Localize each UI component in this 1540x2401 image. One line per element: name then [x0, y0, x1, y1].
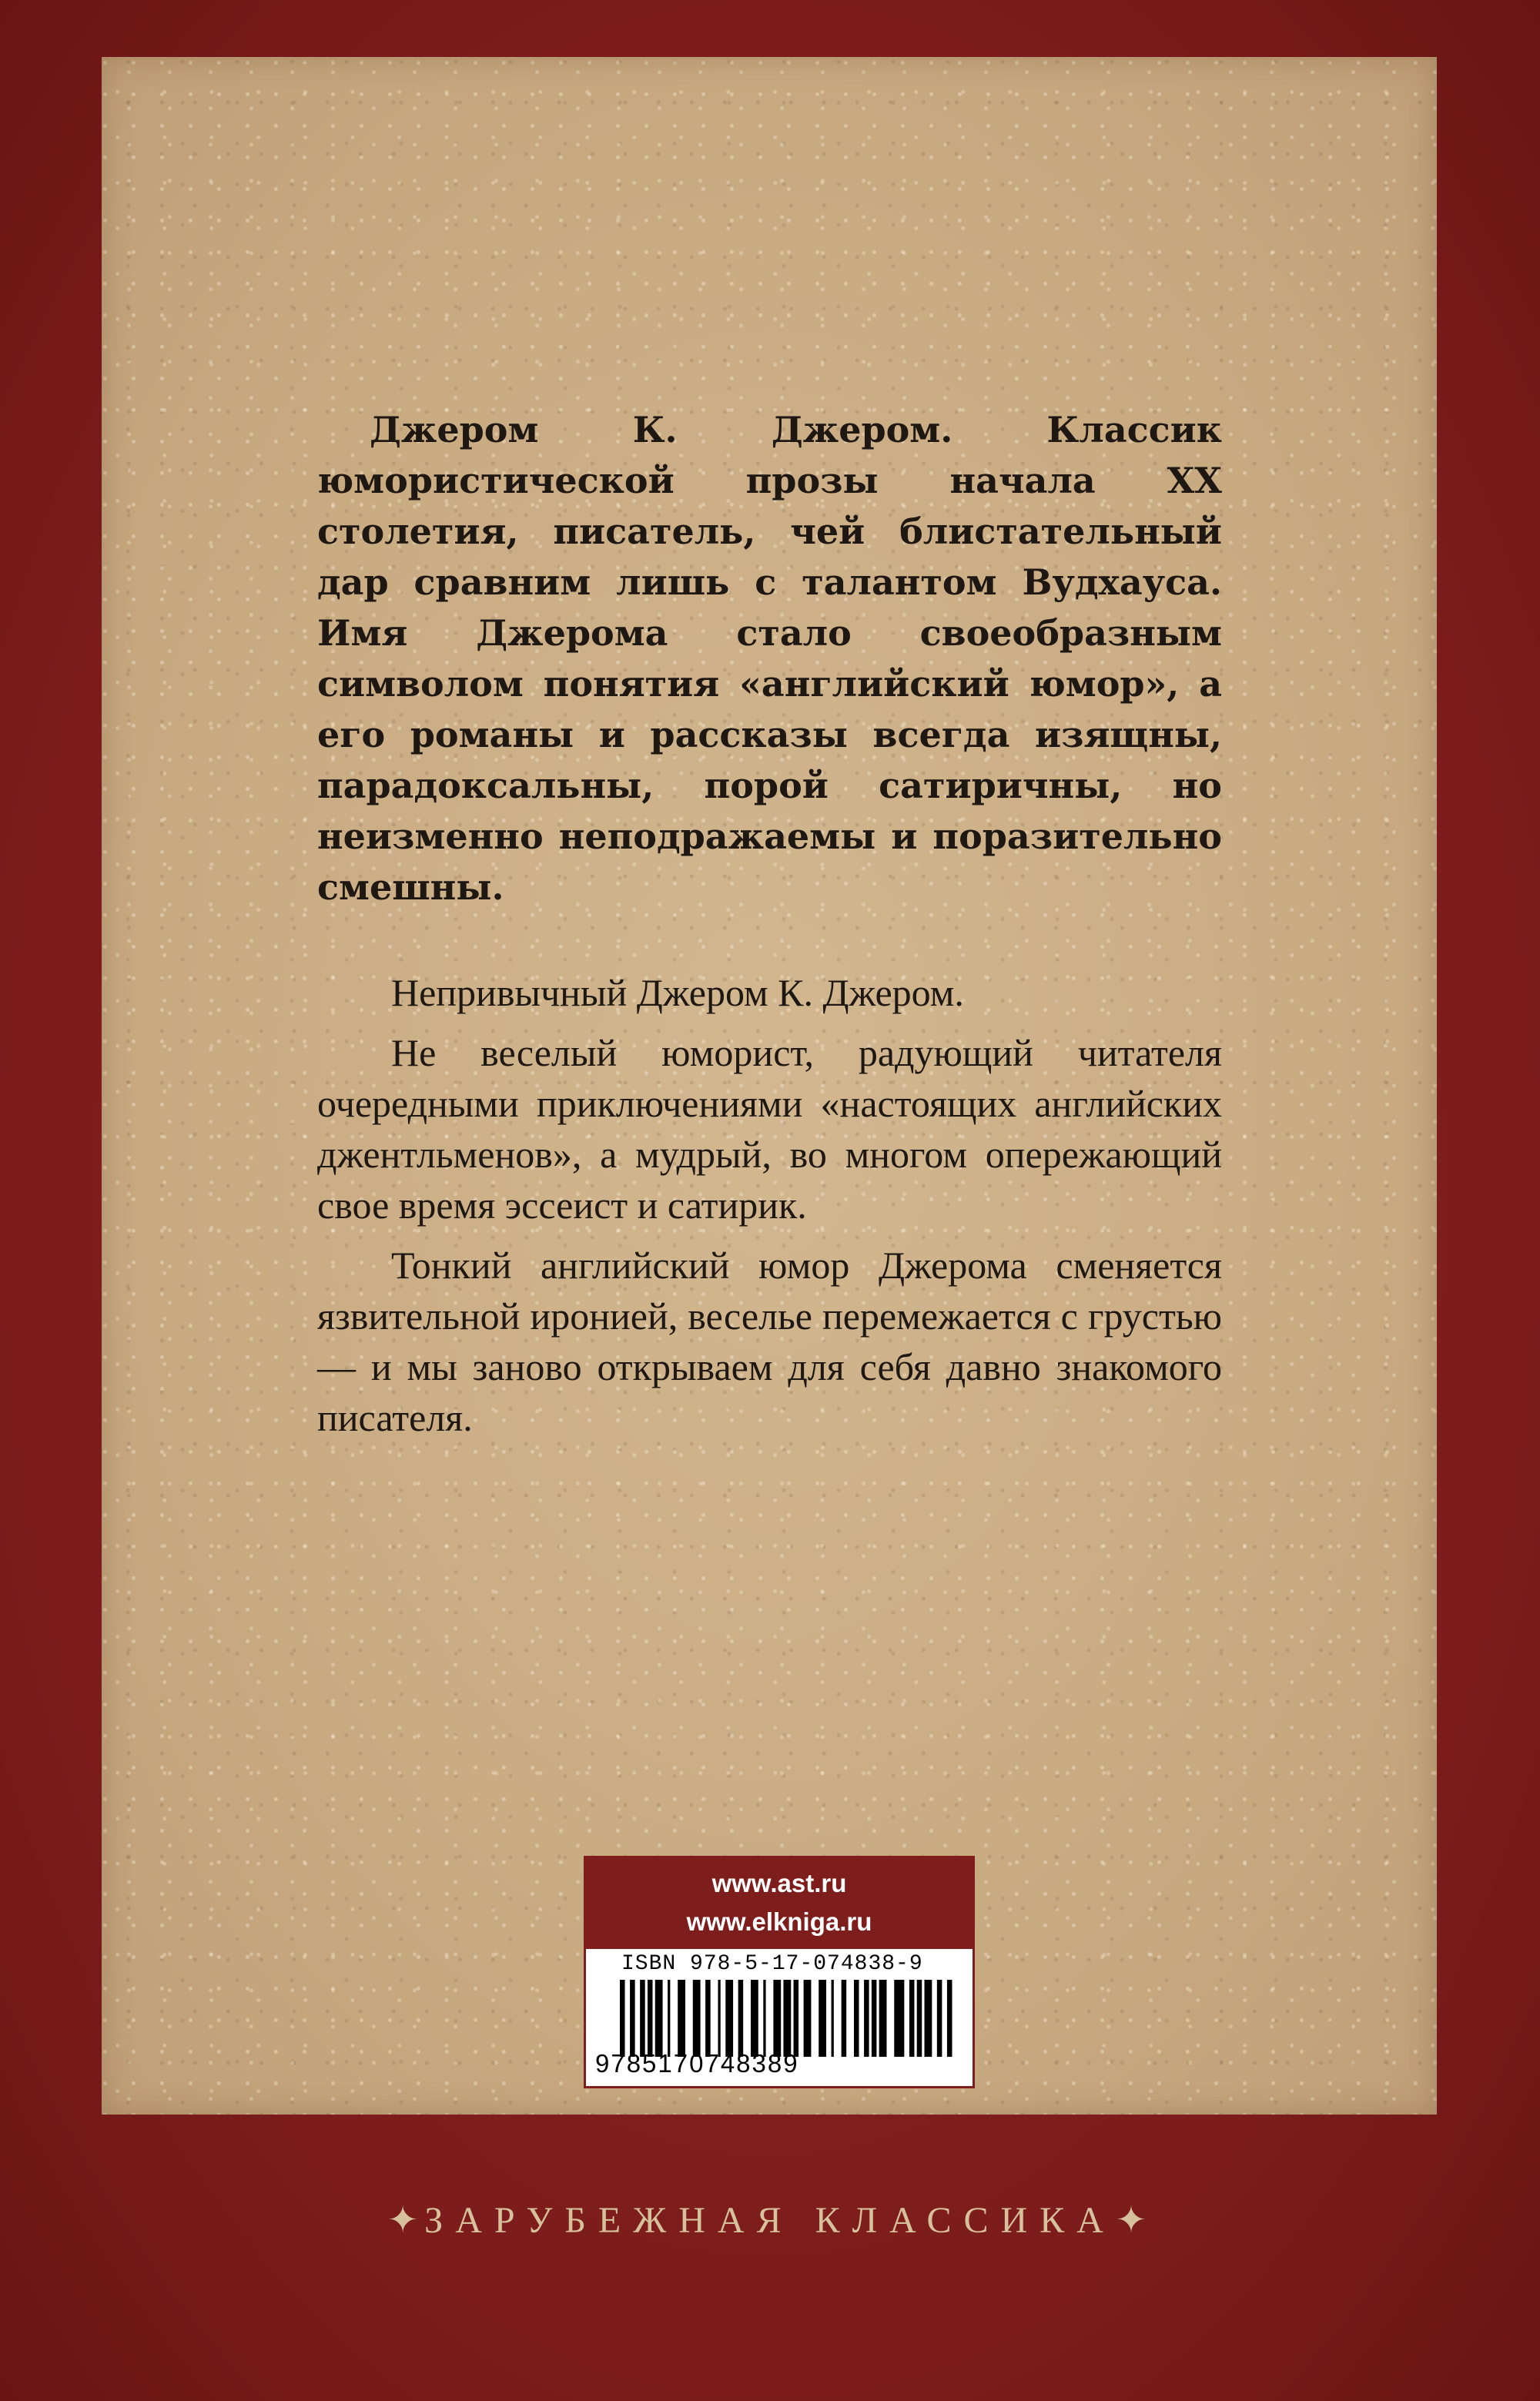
barcode-bar	[718, 1980, 720, 2057]
barcode-bar	[937, 1980, 942, 2057]
ornament-right-icon: ✦	[1115, 2200, 1153, 2241]
barcode-bar	[725, 1980, 733, 2057]
barcode-bar	[620, 1980, 625, 2057]
publisher-url-ast: www.ast.ru	[711, 1869, 847, 1897]
barcode-bar	[693, 1980, 701, 2057]
annotation-paragraph-2: Не веселый юморист, радующий читателя очередными приключениями «настоящих английских джентльменов», а мудрый, во многом опережающий свое время эссеист и сатирик.	[317, 1031, 1222, 1227]
barcode-bar	[879, 1980, 887, 2057]
barcode-bar	[738, 1980, 744, 2057]
barcode-bar	[894, 1980, 904, 2057]
annotation-paragraph-1: Непривычный Джером К. Джером.	[391, 971, 964, 1014]
barcode-bar	[854, 1980, 859, 2057]
barcode-bar	[655, 1980, 663, 2057]
barcode-bar	[864, 1980, 869, 2057]
barcode-bar	[783, 1980, 791, 2057]
ornament-left-icon: ✦	[387, 2200, 425, 2241]
barcode-bar	[804, 1980, 812, 2057]
barcode-bar	[917, 1980, 922, 2057]
annotation-paragraph-3: Тонкий английский юмор Джерома сменяется язвительной иронией, веселье перемежается с грустью — и мы заново открываем для себя давно знакомого писателя.	[317, 1244, 1222, 1439]
barcode-bar	[925, 1980, 932, 2057]
series-name: ЗАРУБЕЖНАЯ КЛАССИКА	[424, 2200, 1116, 2241]
barcode-bar	[872, 1980, 877, 2057]
barcode-bar	[648, 1980, 653, 2057]
barcode-bar	[630, 1980, 635, 2057]
isbn-text: ISBN 978-5-17-074838-9	[621, 1952, 923, 1976]
author-description: Джером К. Джером. Классик юмористической прозы начала XX столетия, писатель, чей блистательный дар сравним лишь с талантом Вудхауса. Имя Джерома стало своеобразным символом понятия «английский юмор», а его романы и рассказы всегда изящны, парадоксальны, порой сатиричны, но неизменно неподражаемы и поразительно смешны.	[317, 409, 1222, 908]
publisher-url-elkniga: www.elkniga.ru	[686, 1907, 872, 1936]
barcode-block	[584, 1856, 975, 2088]
barcode-bar	[773, 1980, 781, 2057]
barcode-bar	[819, 1980, 826, 2057]
barcode-bar	[705, 1980, 711, 2057]
barcode-bar	[668, 1980, 670, 2057]
barcode-bar	[678, 1980, 685, 2057]
barcode-bar	[640, 1980, 645, 2057]
barcode-bar	[751, 1980, 758, 2057]
book-annotation	[317, 967, 1222, 1452]
barcode-bar	[794, 1980, 799, 2057]
barcode-bar	[947, 1980, 952, 2057]
barcode-bar	[909, 1980, 915, 2057]
barcode-bar	[763, 1980, 765, 2057]
publisher-urls	[586, 1858, 973, 1949]
barcode-bar	[842, 1980, 847, 2057]
series-title	[0, 2198, 1540, 2242]
barcode-bar	[832, 1980, 834, 2057]
ean-digits: 9785170748389	[595, 2049, 799, 2078]
barcode-icon	[620, 1980, 957, 2057]
